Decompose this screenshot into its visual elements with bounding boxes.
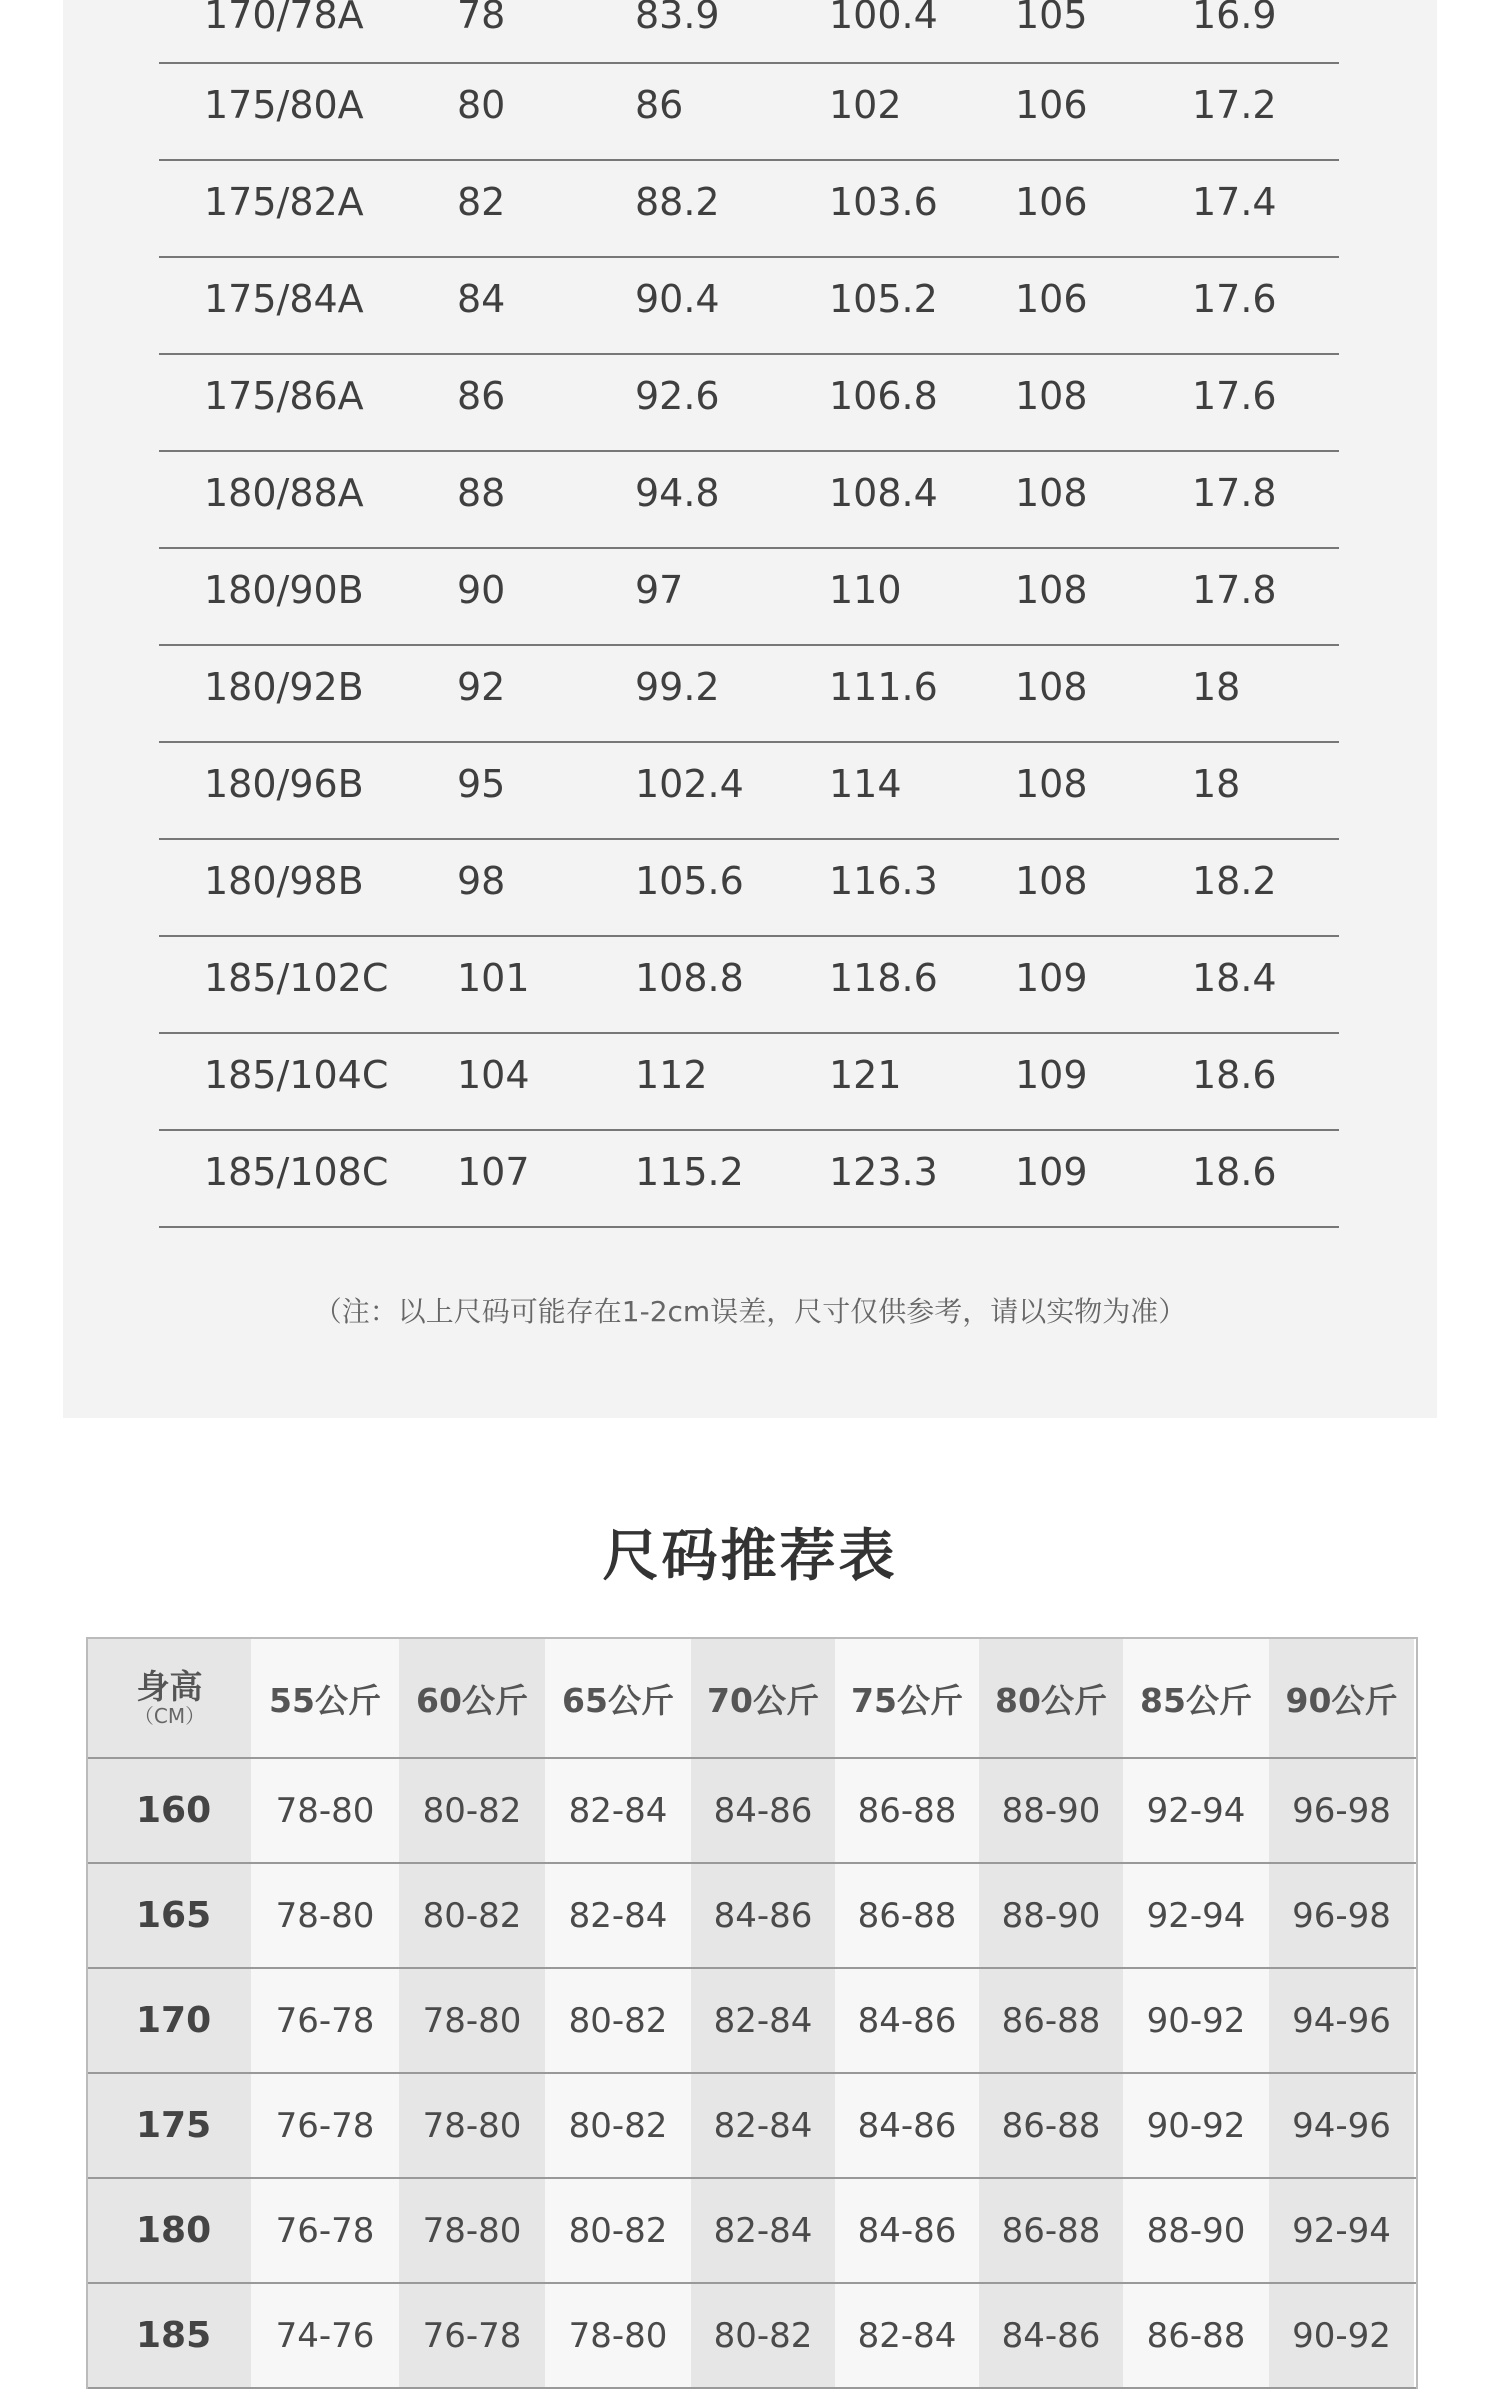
size-cell: 175/86A xyxy=(204,374,364,418)
size-row xyxy=(159,646,1339,743)
size-row xyxy=(159,1034,1339,1131)
size-cell: 112 xyxy=(635,1053,708,1097)
size-range-cell: 76-78 xyxy=(251,2179,399,2282)
size-cell: 18 xyxy=(1192,665,1241,709)
recommend-title: 尺码推荐表 xyxy=(602,1524,898,1589)
size-range-cell: 78-80 xyxy=(251,1864,399,1967)
height-cell: 180 xyxy=(88,2179,251,2282)
size-cell: 175/84A xyxy=(204,277,364,321)
size-cell: 180/96B xyxy=(204,762,364,806)
size-range-cell: 80-82 xyxy=(545,2074,691,2177)
size-cell: 108 xyxy=(1015,471,1088,515)
size-cell: 83.9 xyxy=(635,0,720,37)
size-range-cell: 84-86 xyxy=(835,2074,979,2177)
weight-header-cell: 85公斤 xyxy=(1123,1639,1269,1757)
recommend-row xyxy=(88,2074,1416,2179)
recommend-header-row xyxy=(88,1639,1416,1759)
size-cell: 180/98B xyxy=(204,859,364,903)
size-cell: 109 xyxy=(1015,956,1088,1000)
size-range-cell: 90-92 xyxy=(1269,2284,1414,2387)
size-row xyxy=(159,1131,1339,1228)
size-range-cell: 96-98 xyxy=(1269,1759,1414,1862)
size-row xyxy=(159,549,1339,646)
size-cell: 18.6 xyxy=(1192,1150,1277,1194)
size-cell: 111.6 xyxy=(829,665,938,709)
height-cell: 165 xyxy=(88,1864,251,1967)
size-cell: 108 xyxy=(1015,762,1088,806)
size-cell: 18 xyxy=(1192,762,1241,806)
size-cell: 114 xyxy=(829,762,902,806)
size-row xyxy=(159,64,1339,161)
weight-header-cell: 70公斤 xyxy=(691,1639,835,1757)
size-row xyxy=(159,937,1339,1034)
size-cell: 86 xyxy=(635,83,684,127)
size-range-cell: 86-88 xyxy=(979,2074,1123,2177)
size-cell: 118.6 xyxy=(829,956,938,1000)
size-range-cell: 76-78 xyxy=(251,1969,399,2072)
size-cell: 17.4 xyxy=(1192,180,1277,224)
size-range-cell: 94-96 xyxy=(1269,2074,1414,2177)
size-table xyxy=(159,0,1339,1228)
size-range-cell: 82-84 xyxy=(835,2284,979,2387)
size-range-cell: 88-90 xyxy=(979,1759,1123,1862)
weight-header-cell: 55公斤 xyxy=(251,1639,399,1757)
size-range-cell: 76-78 xyxy=(399,2284,545,2387)
size-range-cell: 80-82 xyxy=(545,2179,691,2282)
size-note: （注：以上尺码可能存在1-2cm误差，尺寸仅供参考，请以实物为准） xyxy=(313,1295,1187,1328)
size-cell: 100.4 xyxy=(829,0,938,37)
size-range-cell: 90-92 xyxy=(1123,2074,1269,2177)
size-row xyxy=(159,840,1339,937)
size-cell: 107 xyxy=(457,1150,530,1194)
size-cell: 101 xyxy=(457,956,530,1000)
size-cell: 92.6 xyxy=(635,374,720,418)
size-range-cell: 88-90 xyxy=(1123,2179,1269,2282)
height-cell: 170 xyxy=(88,1969,251,2072)
size-range-cell: 92-94 xyxy=(1123,1864,1269,1967)
size-range-cell: 80-82 xyxy=(691,2284,835,2387)
size-cell: 175/80A xyxy=(204,83,364,127)
size-cell: 80 xyxy=(457,83,506,127)
size-cell: 99.2 xyxy=(635,665,720,709)
size-cell: 109 xyxy=(1015,1053,1088,1097)
size-range-cell: 86-88 xyxy=(1123,2284,1269,2387)
size-cell: 116.3 xyxy=(829,859,938,903)
size-range-cell: 92-94 xyxy=(1123,1759,1269,1862)
size-cell: 180/90B xyxy=(204,568,364,612)
size-row xyxy=(159,258,1339,355)
size-cell: 185/104C xyxy=(204,1053,389,1097)
size-cell: 106 xyxy=(1015,83,1088,127)
size-range-cell: 96-98 xyxy=(1269,1864,1414,1967)
size-cell: 104 xyxy=(457,1053,530,1097)
size-cell: 88 xyxy=(457,471,506,515)
size-cell: 17.8 xyxy=(1192,471,1277,515)
height-cell: 175 xyxy=(88,2074,251,2177)
weight-header-cell: 65公斤 xyxy=(545,1639,691,1757)
size-cell: 110 xyxy=(829,568,902,612)
size-range-cell: 82-84 xyxy=(691,2179,835,2282)
size-cell: 17.2 xyxy=(1192,83,1277,127)
recommend-row xyxy=(88,2179,1416,2284)
size-range-cell: 88-90 xyxy=(979,1864,1123,1967)
recommend-row xyxy=(88,1864,1416,1969)
size-cell: 17.6 xyxy=(1192,374,1277,418)
size-range-cell: 84-86 xyxy=(835,1969,979,2072)
size-row xyxy=(159,743,1339,840)
recommend-row xyxy=(88,1969,1416,2074)
size-cell: 78 xyxy=(457,0,506,37)
size-range-cell: 78-80 xyxy=(399,2074,545,2177)
size-cell: 95 xyxy=(457,762,506,806)
size-cell: 123.3 xyxy=(829,1150,938,1194)
size-range-cell: 86-88 xyxy=(979,1969,1123,2072)
weight-header-cell: 60公斤 xyxy=(399,1639,545,1757)
size-cell: 185/102C xyxy=(204,956,389,1000)
size-cell: 106.8 xyxy=(829,374,938,418)
size-cell: 105 xyxy=(1015,0,1088,37)
size-cell: 102.4 xyxy=(635,762,744,806)
size-cell: 17.8 xyxy=(1192,568,1277,612)
size-cell: 180/92B xyxy=(204,665,364,709)
weight-header-cell: 75公斤 xyxy=(835,1639,979,1757)
size-range-cell: 78-80 xyxy=(251,1759,399,1862)
size-range-cell: 90-92 xyxy=(1123,1969,1269,2072)
height-header-cell xyxy=(88,1639,251,1757)
size-cell: 108 xyxy=(1015,374,1088,418)
size-cell: 106 xyxy=(1015,277,1088,321)
size-cell: 105.2 xyxy=(829,277,938,321)
size-range-cell: 80-82 xyxy=(399,1864,545,1967)
weight-header-cell: 80公斤 xyxy=(979,1639,1123,1757)
size-range-cell: 74-76 xyxy=(251,2284,399,2387)
weight-header-cell: 90公斤 xyxy=(1269,1639,1414,1757)
size-range-cell: 82-84 xyxy=(545,1759,691,1862)
height-cell: 160 xyxy=(88,1759,251,1862)
size-range-cell: 78-80 xyxy=(399,2179,545,2282)
size-cell: 115.2 xyxy=(635,1150,744,1194)
size-cell: 84 xyxy=(457,277,506,321)
size-cell: 108 xyxy=(1015,859,1088,903)
size-range-cell: 86-88 xyxy=(835,1759,979,1862)
size-row xyxy=(159,0,1339,64)
recommend-row xyxy=(88,1759,1416,1864)
height-header-label: 身高 xyxy=(136,1666,203,1706)
size-range-cell: 82-84 xyxy=(691,2074,835,2177)
height-header-unit: （CM） xyxy=(133,1704,206,1729)
size-row xyxy=(159,161,1339,258)
size-cell: 108.8 xyxy=(635,956,744,1000)
size-cell: 108.4 xyxy=(829,471,938,515)
size-cell: 97 xyxy=(635,568,684,612)
size-cell: 108 xyxy=(1015,665,1088,709)
size-cell: 18.6 xyxy=(1192,1053,1277,1097)
size-range-cell: 84-86 xyxy=(691,1759,835,1862)
size-cell: 108 xyxy=(1015,568,1088,612)
recommend-row xyxy=(88,2284,1416,2389)
size-range-cell: 84-86 xyxy=(979,2284,1123,2387)
size-range-cell: 94-96 xyxy=(1269,1969,1414,2072)
size-cell: 180/88A xyxy=(204,471,364,515)
size-range-cell: 92-94 xyxy=(1269,2179,1414,2282)
height-cell: 185 xyxy=(88,2284,251,2387)
size-cell: 121 xyxy=(829,1053,902,1097)
size-cell: 109 xyxy=(1015,1150,1088,1194)
size-cell: 92 xyxy=(457,665,506,709)
size-range-cell: 78-80 xyxy=(399,1969,545,2072)
size-range-cell: 84-86 xyxy=(691,1864,835,1967)
size-range-cell: 80-82 xyxy=(399,1759,545,1862)
size-cell: 103.6 xyxy=(829,180,938,224)
size-range-cell: 82-84 xyxy=(691,1969,835,2072)
size-row xyxy=(159,452,1339,549)
size-cell: 90.4 xyxy=(635,277,720,321)
size-cell: 175/82A xyxy=(204,180,364,224)
size-cell: 90 xyxy=(457,568,506,612)
size-cell: 185/108C xyxy=(204,1150,389,1194)
size-range-cell: 78-80 xyxy=(545,2284,691,2387)
size-range-cell: 82-84 xyxy=(545,1864,691,1967)
size-cell: 170/78A xyxy=(204,0,364,37)
size-cell: 86 xyxy=(457,374,506,418)
size-cell: 82 xyxy=(457,180,506,224)
size-range-cell: 80-82 xyxy=(545,1969,691,2072)
size-cell: 94.8 xyxy=(635,471,720,515)
size-cell: 102 xyxy=(829,83,902,127)
size-row xyxy=(159,355,1339,452)
size-cell: 106 xyxy=(1015,180,1088,224)
size-cell: 16.9 xyxy=(1192,0,1277,37)
size-range-cell: 84-86 xyxy=(835,2179,979,2282)
size-range-cell: 76-78 xyxy=(251,2074,399,2177)
size-cell: 88.2 xyxy=(635,180,720,224)
size-cell: 105.6 xyxy=(635,859,744,903)
size-cell: 18.4 xyxy=(1192,956,1277,1000)
size-cell: 18.2 xyxy=(1192,859,1277,903)
size-range-cell: 86-88 xyxy=(835,1864,979,1967)
size-cell: 98 xyxy=(457,859,506,903)
size-range-cell: 86-88 xyxy=(979,2179,1123,2282)
size-chart-panel xyxy=(63,0,1437,1418)
recommend-table xyxy=(86,1637,1418,2389)
size-cell: 17.6 xyxy=(1192,277,1277,321)
